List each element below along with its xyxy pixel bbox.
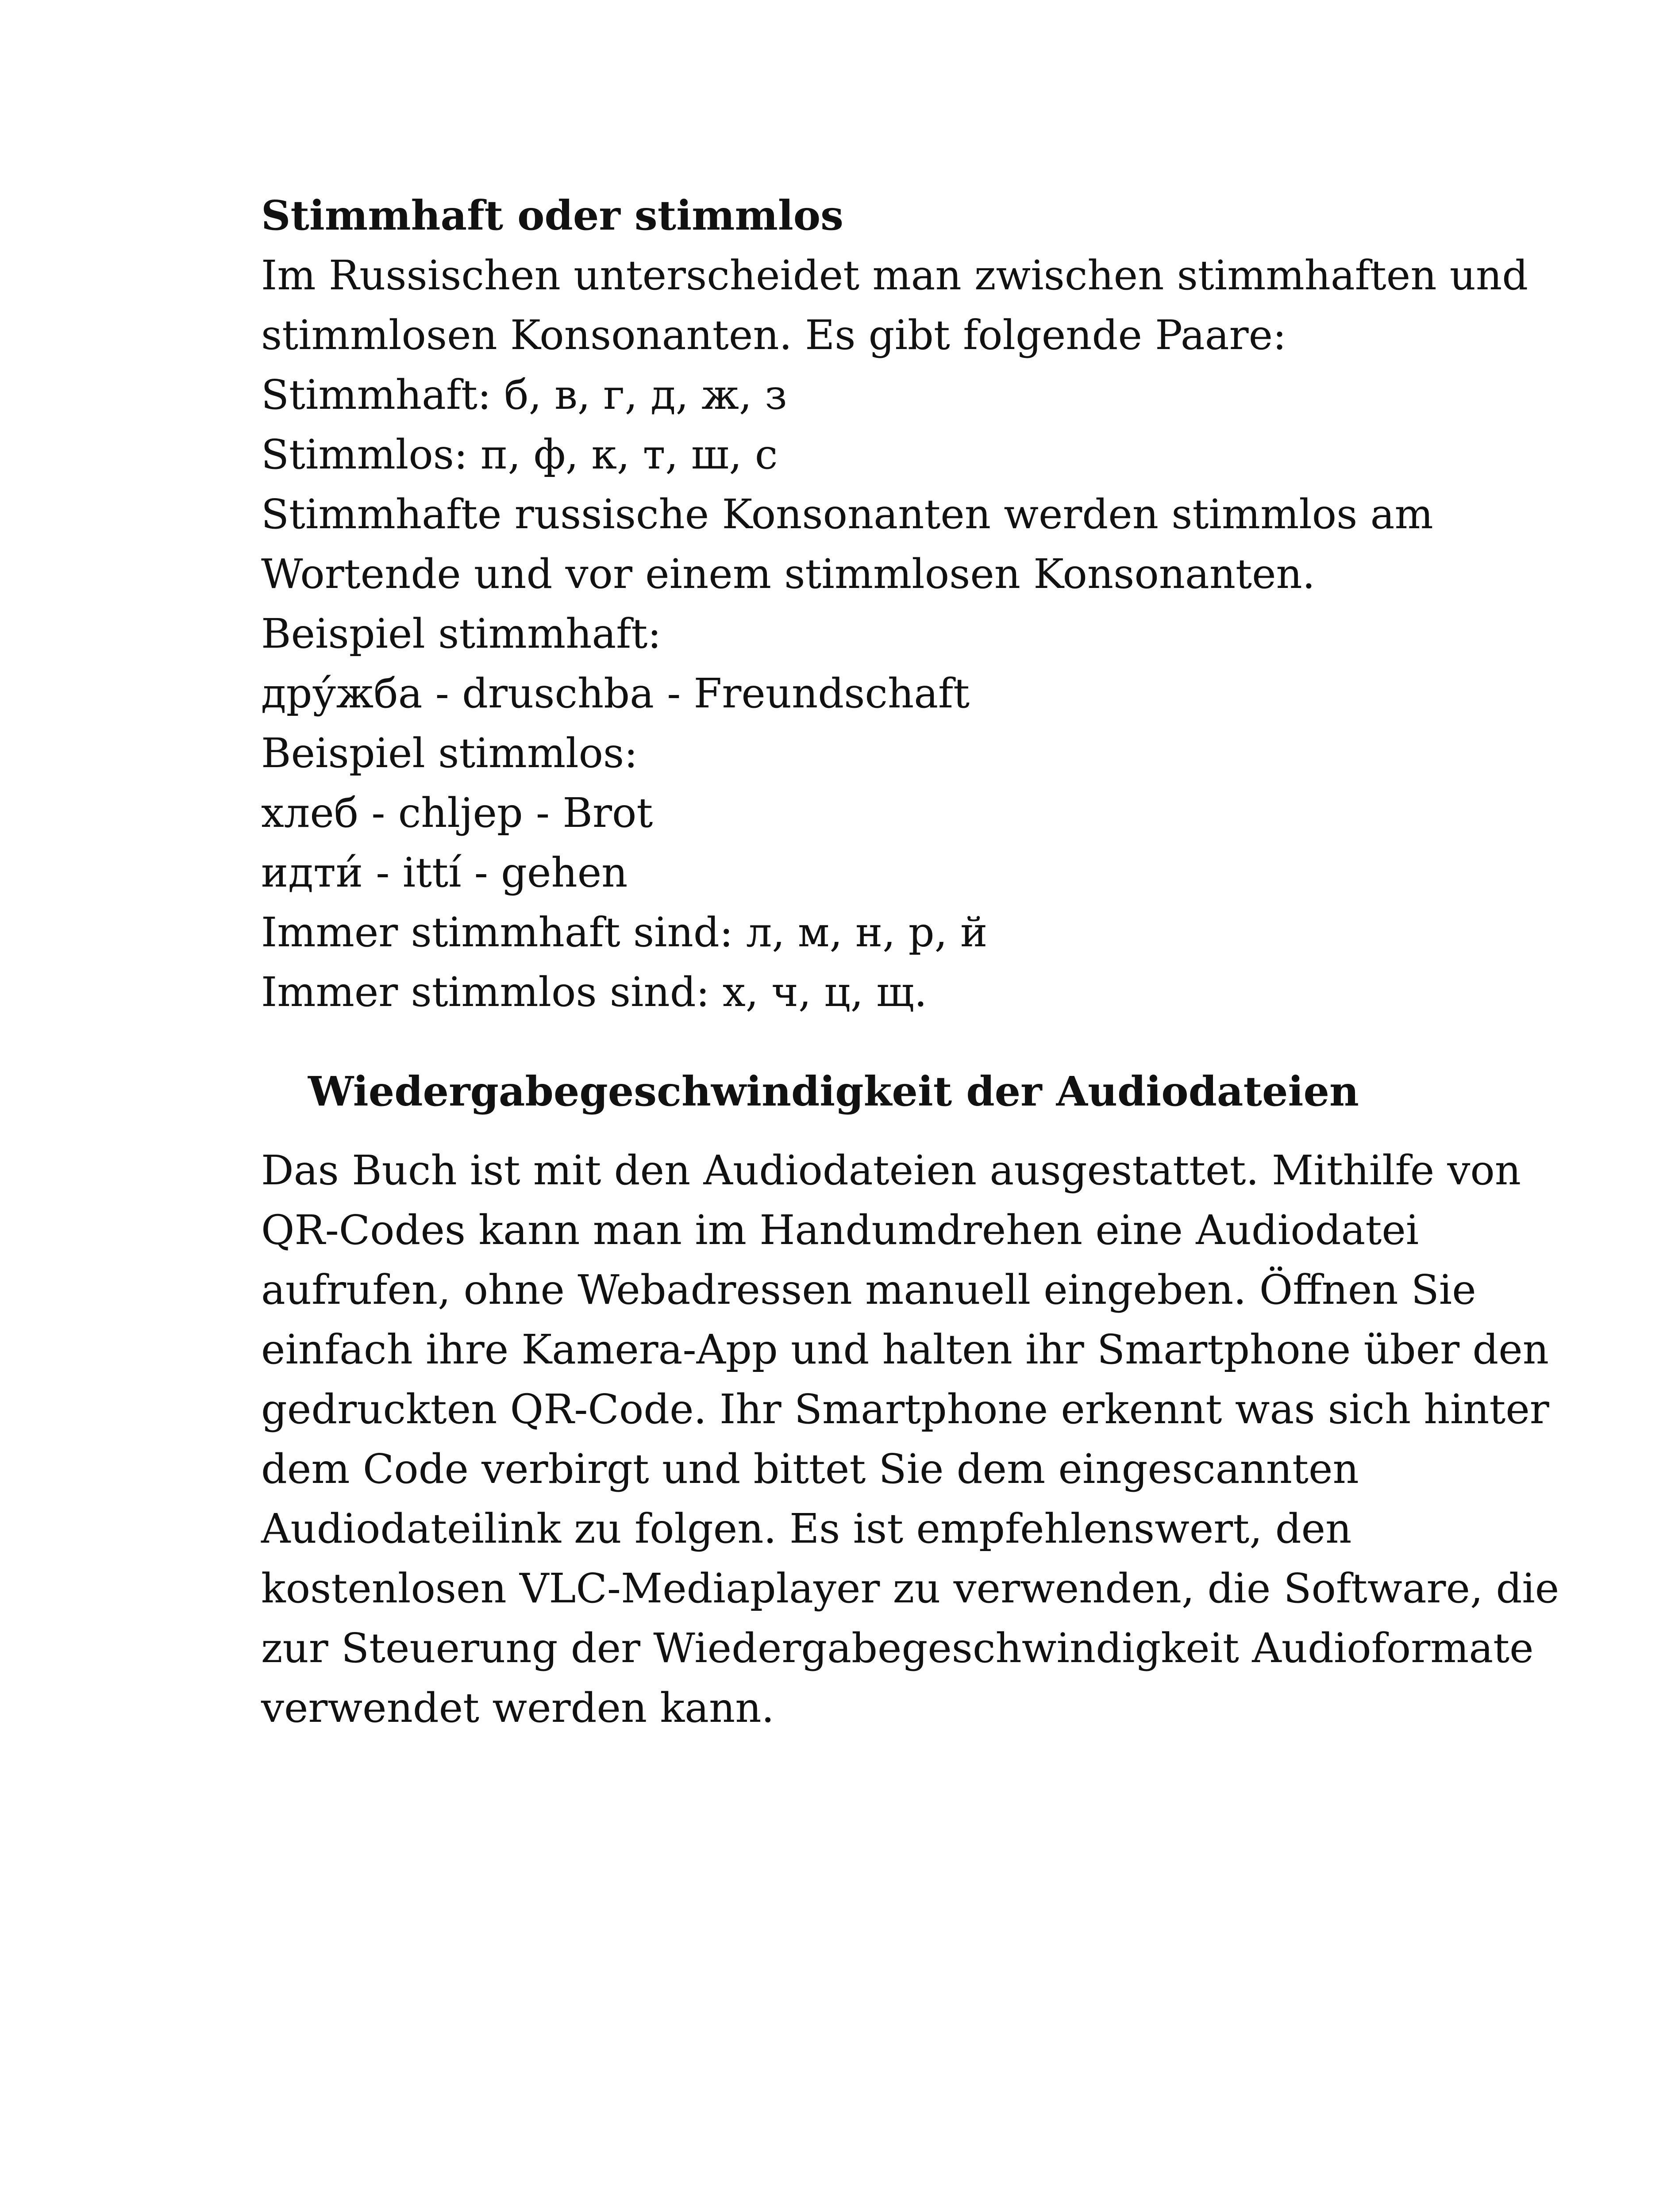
paragraph-line: Beispiel stimmhaft:: [261, 610, 662, 657]
section-audio-playback: [261, 1141, 1559, 1738]
paragraph-line: dem Code verbirgt und bittet Sie dem eingescannten: [261, 1445, 1359, 1493]
paragraph-line: Immer stimmhaft sind: л, м, н, р, й: [261, 909, 988, 956]
paragraph-line: Stimmhaft: б, в, г, д, ж, з: [261, 371, 787, 419]
paragraph-line: Immer stimmlos sind: х, ч, ц, щ.: [261, 968, 927, 1016]
paragraph-line: Beispiel stimmlos:: [261, 730, 638, 777]
paragraph-line: Das Buch ist mit den Audiodateien ausgestattet. Mithilfe von: [261, 1147, 1521, 1194]
section-stimmhaft-stimmlos: [261, 186, 1528, 1022]
paragraph-line: stimmlosen Konsonanten. Es gibt folgende Paare:: [261, 311, 1287, 359]
paragraph-line: aufrufen, ohne Webadressen manuell eingeben. Öffnen Sie: [261, 1266, 1476, 1313]
paragraph-line: Stimmhafte russische Konsonanten werden stimmlos am: [261, 491, 1433, 538]
paragraph-line: kostenlosen VLC-Mediaplayer zu verwenden, die Software, die: [261, 1565, 1559, 1612]
paragraph-line: QR-Codes kann man im Handumdrehen eine Audiodatei: [261, 1206, 1419, 1254]
paragraph-line: Wortende und vor einem stimmlosen Konsonanten.: [261, 550, 1316, 598]
paragraph-line: Stimmlos: п, ф, к, т, ш, с: [261, 431, 778, 478]
paragraph-line: Audiodateilink zu folgen. Es ist empfehlenswert, den: [261, 1505, 1352, 1552]
paragraph-line: verwendet werden kann.: [261, 1684, 774, 1732]
paragraph-line: дру́жба - druschba - Freundschaft: [261, 670, 970, 717]
paragraph-line: хлеб - chljep - Brot: [261, 789, 653, 837]
paragraph-line: einfach ihre Kamera-App und halten ihr Smartphone über den: [261, 1326, 1549, 1373]
paragraph-line: zur Steuerung der Wiedergabegeschwindigkeit Audioformate: [261, 1624, 1534, 1672]
paragraph-line: Im Russischen unterscheidet man zwischen stimmhaften und: [261, 252, 1528, 299]
section-heading-audio: Wiedergabegeschwindigkeit der Audiodateien: [308, 1068, 1359, 1115]
paragraph-line: идти́ - ittí - gehen: [261, 849, 628, 896]
paragraph-line: gedruckten QR-Code. Ihr Smartphone erkennt was sich hinter: [261, 1386, 1549, 1433]
section-heading: Stimmhaft oder stimmlos: [261, 192, 843, 239]
